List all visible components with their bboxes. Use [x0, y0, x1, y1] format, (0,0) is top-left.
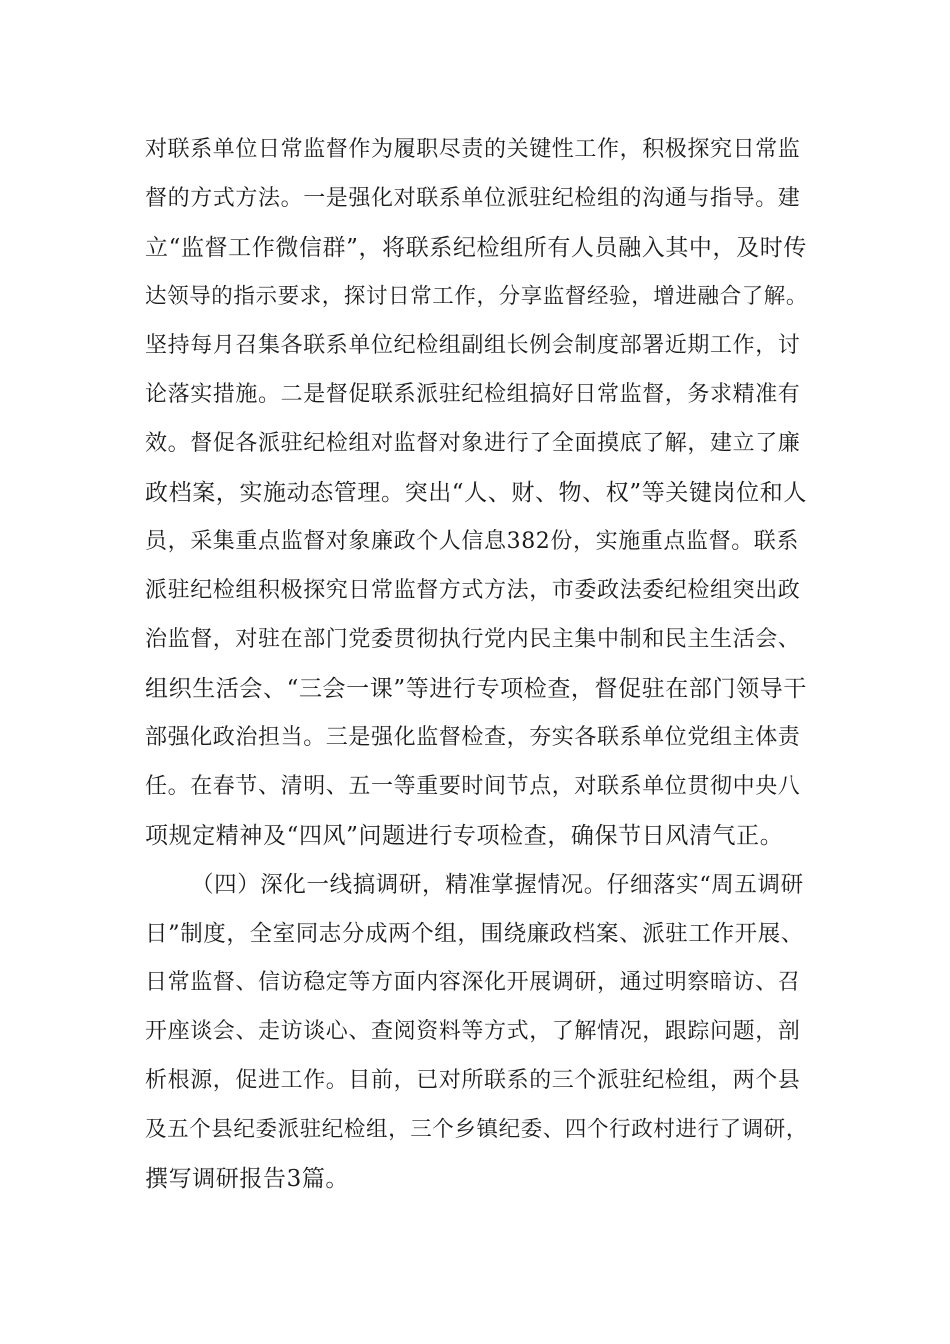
text-line: 论落实措施。二是督促联系派驻纪检组搞好日常监督，务求精准有	[145, 382, 801, 407]
text-line: 及五个县纪委派驻纪检组，三个乡镇纪委、四个行政村进行了调研，	[145, 1117, 809, 1142]
text-line: 治监督，对驻在部门党委贯彻执行党内民主集中制和民主生活会、	[145, 627, 801, 652]
text-line: 督的方式方法。一是强化对联系单位派驻纪检组的沟通与指导。建	[145, 186, 801, 211]
text-line: 日”制度，全室同志分成两个组，围绕廉政档案、派驻工作开展、	[145, 921, 804, 947]
text-line: 组织生活会、“三会一课”等进行专项检查，督促驻在部门领导干	[145, 676, 807, 702]
section-heading-line: （四）深化一线搞调研，精准掌握情况。仔细落实“周五调研	[191, 872, 804, 898]
text-line: 日常监督、信访稳定等方面内容深化开展调研，通过明察暗访、召	[145, 970, 801, 995]
text-line: 政档案，实施动态管理。突出“人、财、物、权”等关键岗位和人	[145, 480, 807, 506]
text-line: 项规定精神及“四风”问题进行专项检查，确保节日风清气正。	[145, 823, 784, 849]
text-line: 析根源，促进工作。目前，已对所联系的三个派驻纪检组，两个县	[145, 1068, 801, 1093]
text-line: 派驻纪检组积极探究日常监督方式方法，市委政法委纪检组突出政	[145, 578, 801, 603]
text-line: 撰写调研报告3篇。	[145, 1166, 350, 1192]
text-line: 任。在春节、清明、五一等重要时间节点，对联系单位贯彻中央八	[145, 774, 801, 799]
text-line: 效。督促各派驻纪检组对监督对象进行了全面摸底了解，建立了廉	[145, 431, 801, 456]
text-line: 开座谈会、走访谈心、查阅资料等方式，了解情况，跟踪问题，剖	[145, 1019, 801, 1044]
text-line: 立“监督工作微信群”，将联系纪检组所有人员融入其中，及时传	[145, 235, 807, 261]
text-line: 员，采集重点监督对象廉政个人信息382份，实施重点监督。联系	[145, 529, 799, 554]
text-line: 部强化政治担当。三是强化监督检查，夯实各联系单位党组主体责	[145, 725, 801, 750]
text-line: 对联系单位日常监督作为履职尽责的关键性工作，积极探究日常监	[145, 137, 801, 162]
text-line: 达领导的指示要求，探讨日常工作，分享监督经验，增进融合了解。	[145, 284, 809, 309]
text-line: 坚持每月召集各联系单位纪检组副组长例会制度部署近期工作，讨	[145, 333, 801, 358]
